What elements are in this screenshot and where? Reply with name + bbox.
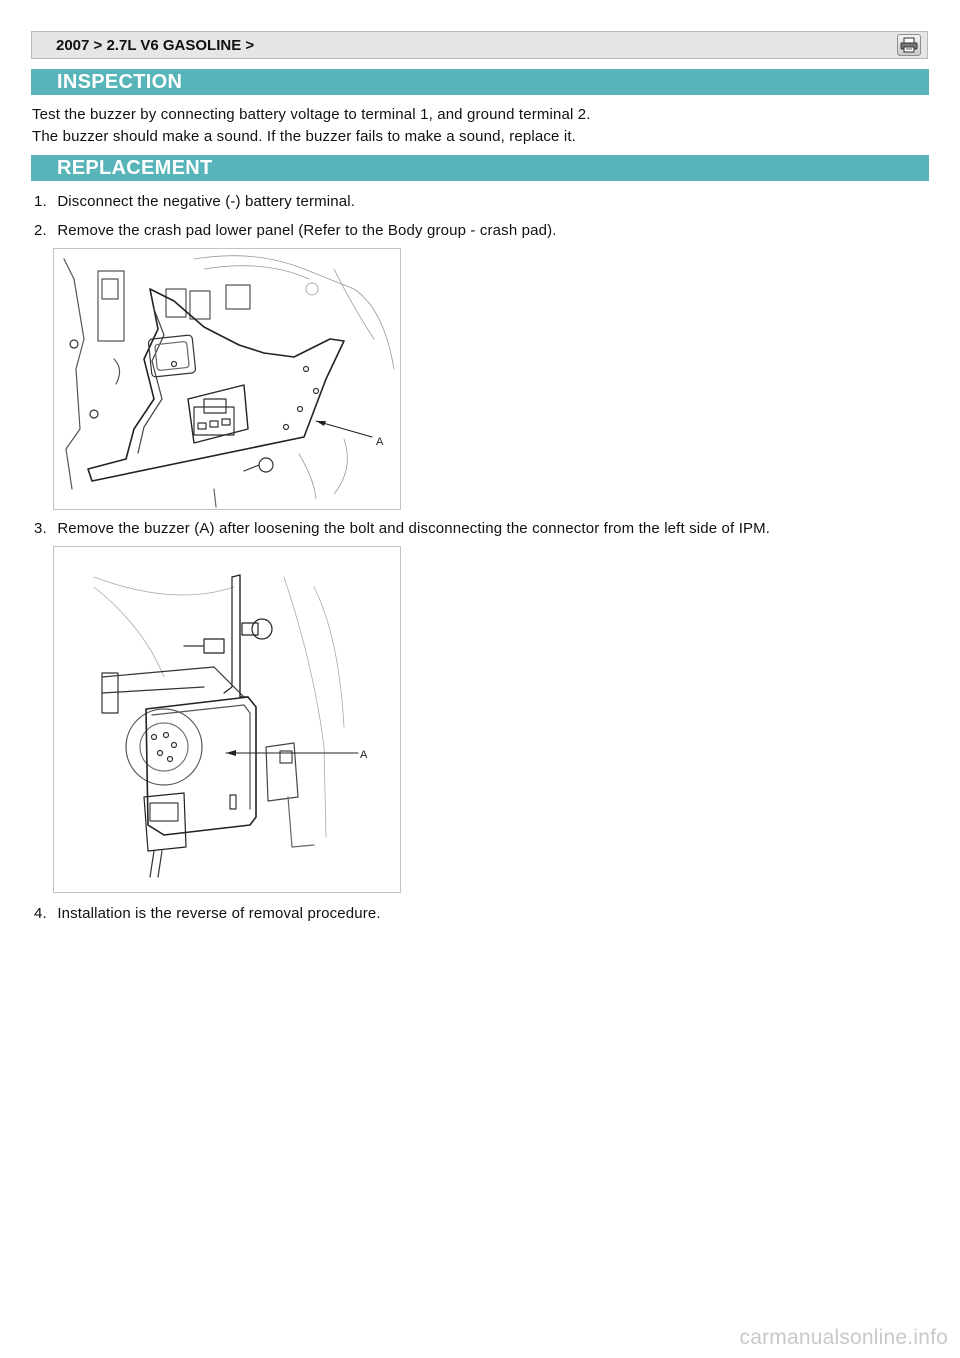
breadcrumb: 2007 > 2.7L V6 GASOLINE > xyxy=(56,37,255,54)
crash-pad-lower-panel-figure xyxy=(53,248,401,510)
printer-icon xyxy=(900,37,918,53)
step-3 xyxy=(34,520,770,537)
step-text: Remove the crash pad lower panel (Refer to the Body group - crash pad). xyxy=(57,222,557,239)
inspection-line-2: The buzzer should make a sound. If the buzzer fails to make a sound, replace it. xyxy=(32,128,576,145)
buzzer-figure xyxy=(53,546,401,893)
print-button[interactable] xyxy=(897,34,921,56)
watermark: carmanualsonline.info xyxy=(739,1326,948,1349)
figure-2-callout-label: A xyxy=(360,749,368,761)
inspection-line-1: Test the buzzer by connecting battery voltage to terminal 1, and ground terminal 2. xyxy=(32,106,591,123)
step-text: Installation is the reverse of removal procedure. xyxy=(57,905,381,922)
replacement-heading: REPLACEMENT xyxy=(57,157,213,179)
step-number: 1. xyxy=(34,193,47,210)
step-2 xyxy=(34,222,557,239)
step-1 xyxy=(34,193,355,210)
step-4 xyxy=(34,905,381,922)
step-text: Remove the buzzer (A) after loosening the bolt and disconnecting the connector from the left side of IPM. xyxy=(57,520,771,537)
inspection-heading: INSPECTION xyxy=(57,71,183,93)
step-number: 3. xyxy=(34,520,47,537)
step-number: 2. xyxy=(34,222,47,239)
replacement-heading-bar xyxy=(31,155,929,181)
inspection-heading-bar xyxy=(31,69,929,95)
breadcrumb-bar xyxy=(31,31,928,59)
step-number: 4. xyxy=(34,905,47,922)
step-text: Disconnect the negative (-) battery terminal. xyxy=(57,193,356,210)
figure-1-callout-label: A xyxy=(376,436,384,448)
